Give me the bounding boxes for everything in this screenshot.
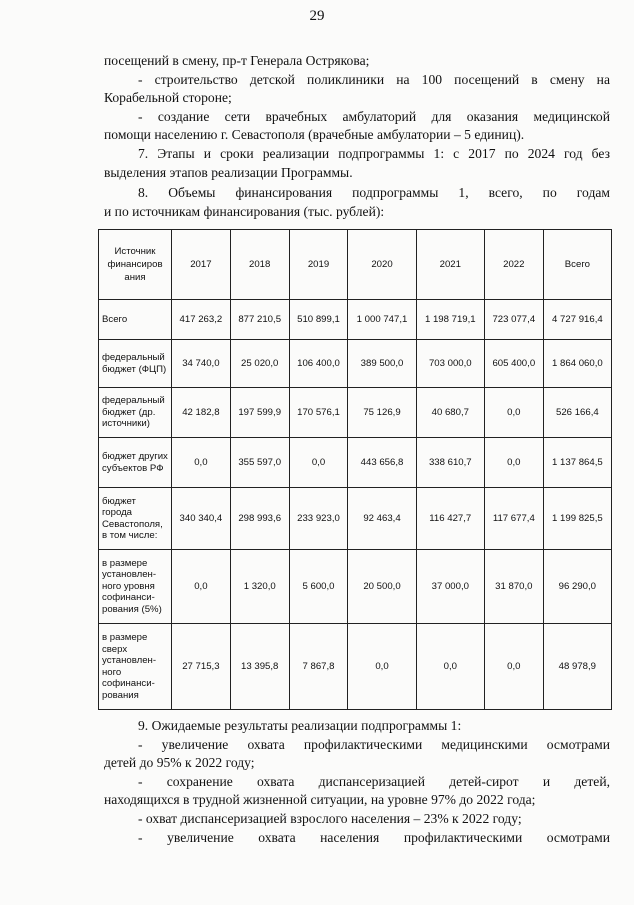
row-label: бюджет других субъектов РФ [99,438,172,488]
cell: 0,0 [484,438,543,488]
cell: 510 899,1 [289,300,348,340]
cell: 703 000,0 [416,340,484,388]
cell: 96 290,0 [543,550,611,624]
result-population-exams: - увеличение охвата населения профилактическими осмотрами [138,829,610,845]
paragraph-7: 7. Этапы и сроки реализации подпрограммы 1: с 2017 по 2024 год без [138,145,610,161]
row-label: в размере установлен-ного уровня софинанси-рования (5%) [99,550,172,624]
cell: 13 395,8 [230,624,289,710]
cell: 25 020,0 [230,340,289,388]
cell: 117 677,4 [484,488,543,550]
table-row [99,624,612,710]
row-label: федеральный бюджет (др. источники) [99,388,172,438]
result-children-exams: - увеличение охвата профилактическими медицинскими осмотрами [138,736,610,752]
intro-line: посещений в смену, пр-т Генерала Острякова; [104,53,370,68]
table-row [99,388,612,438]
cell: 37 000,0 [416,550,484,624]
header-2017: 2017 [172,230,231,300]
table-row [99,438,612,488]
cell: 1 199 825,5 [543,488,611,550]
cell: 7 867,8 [289,624,348,710]
cell: 48 978,9 [543,624,611,710]
paragraph-9: 9. Ожидаемые результаты реализации подпрограммы 1: [138,718,462,733]
cell: 338 610,7 [416,438,484,488]
cell: 723 077,4 [484,300,543,340]
header-total: Всего [543,230,611,300]
cell: 197 599,9 [230,388,289,438]
cell: 170 576,1 [289,388,348,438]
cell: 27 715,3 [172,624,231,710]
cell: 42 182,8 [172,388,231,438]
header-2020: 2020 [348,230,416,300]
cell: 106 400,0 [289,340,348,388]
cell: 417 263,2 [172,300,231,340]
page-number: 29 [309,8,325,24]
table-row [99,550,612,624]
cell: 40 680,7 [416,388,484,438]
paragraph-7-cont: выделения этапов реализации Программы. [104,164,353,180]
table-header-row [99,230,612,300]
table-row [99,488,612,550]
result-children-exams-cont: детей до 95% к 2022 году; [104,755,255,771]
result-adults: - охват диспансеризацией взрослого населения – 23% к 2022 году; [138,810,522,826]
cell: 20 500,0 [348,550,416,624]
cell: 1 198 719,1 [416,300,484,340]
cell: 605 400,0 [484,340,543,388]
cell: 116 427,7 [416,488,484,550]
paragraph-8: 8. Объемы финансирования подпрограммы 1, всего, по годам [138,185,610,201]
list-item-ambulatories-cont: помощи населению г. Севастополя (врачебные амбулатории – 5 единиц). [104,127,525,143]
cell: 0,0 [289,438,348,488]
row-label: Всего [99,300,172,340]
paragraph-8-cont: и по источникам финансирования (тыс. рублей): [104,203,385,219]
cell: 34 740,0 [172,340,231,388]
list-item-pediatric-clinic-cont: Корабельной стороне; [104,90,232,106]
cell: 340 340,4 [172,488,231,550]
row-label: бюджет города Севастополя, в том числе: [99,488,172,550]
cell: 0,0 [172,438,231,488]
cell: 5 600,0 [289,550,348,624]
cell: 75 126,9 [348,388,416,438]
cell: 389 500,0 [348,340,416,388]
intro-text [104,52,610,221]
header-2018: 2018 [230,230,289,300]
cell: 92 463,4 [348,488,416,550]
financing-table [98,229,612,710]
header-source: Источник финансиров ания [99,230,172,300]
result-orphans: - сохранение охвата диспансеризацией детей-сирот и детей, [138,773,610,789]
row-label: в размере сверх установлен-ного софинанси-рования [99,624,172,710]
row-label: федеральный бюджет (ФЦП) [99,340,172,388]
cell: 233 923,0 [289,488,348,550]
cell: 443 656,8 [348,438,416,488]
header-2021: 2021 [416,230,484,300]
header-2019: 2019 [289,230,348,300]
cell: 0,0 [172,550,231,624]
cell: 877 210,5 [230,300,289,340]
cell: 0,0 [416,624,484,710]
table-row [99,300,612,340]
result-orphans-cont: находящихся в трудной жизненной ситуации, на уровне 97% до 2022 года; [104,792,536,808]
table-row [99,340,612,388]
outro-text [104,717,610,847]
cell: 298 993,6 [230,488,289,550]
cell: 526 166,4 [543,388,611,438]
cell: 0,0 [484,388,543,438]
cell: 1 137 864,5 [543,438,611,488]
cell: 0,0 [484,624,543,710]
cell: 355 597,0 [230,438,289,488]
list-item-ambulatories: - создание сети врачебных амбулаторий для оказания медицинской [138,108,610,124]
cell: 1 320,0 [230,550,289,624]
cell: 4 727 916,4 [543,300,611,340]
cell: 0,0 [348,624,416,710]
list-item-pediatric-clinic: - строительство детской поликлиники на 100 посещений в смену на [138,71,610,87]
cell: 1 000 747,1 [348,300,416,340]
cell: 31 870,0 [484,550,543,624]
header-2022: 2022 [484,230,543,300]
cell: 1 864 060,0 [543,340,611,388]
